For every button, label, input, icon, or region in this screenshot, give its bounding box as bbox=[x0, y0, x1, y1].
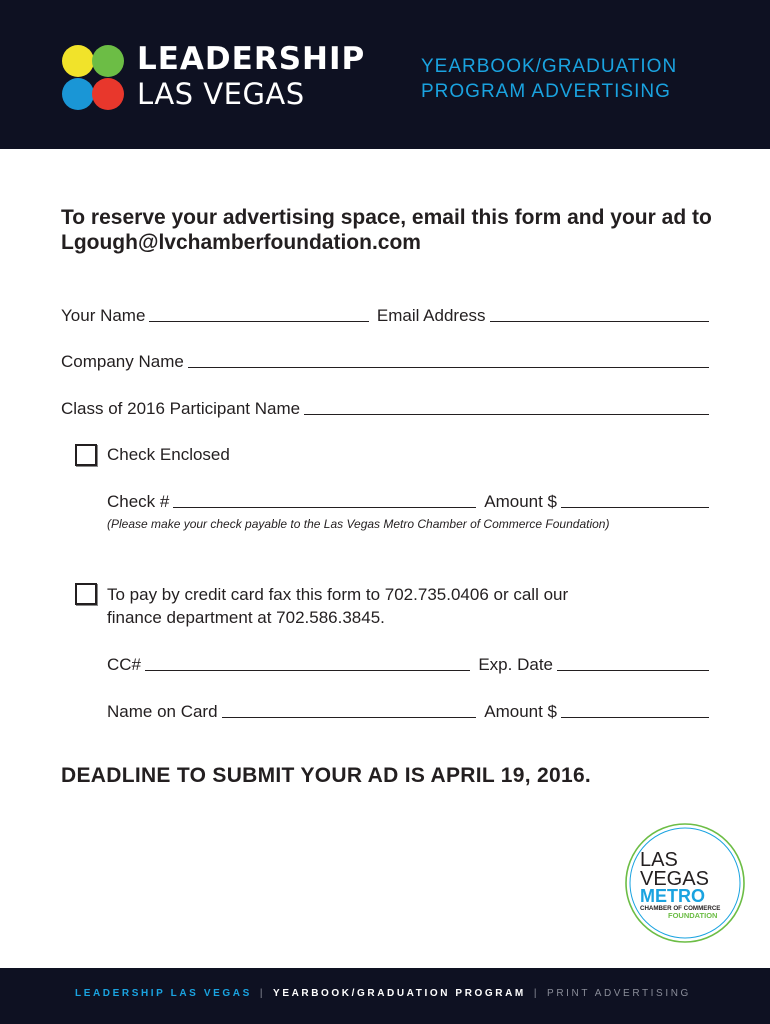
your-name-label: Your Name bbox=[61, 306, 146, 325]
participant-row bbox=[61, 395, 709, 419]
header-title bbox=[421, 54, 751, 104]
header-banner bbox=[0, 0, 770, 149]
cc-number-label: CC# bbox=[107, 655, 142, 674]
name-on-card-field[interactable] bbox=[222, 717, 477, 718]
footer-separator-1: | bbox=[259, 988, 266, 999]
blue-dot-icon bbox=[62, 78, 94, 110]
amount-label-2: Amount $ bbox=[484, 702, 557, 721]
name-on-card-row bbox=[107, 698, 709, 722]
company-name-field[interactable] bbox=[188, 367, 709, 368]
amount-label-1: Amount $ bbox=[484, 492, 557, 511]
seal-text-metro: METRO bbox=[640, 886, 705, 906]
amount-field-1[interactable] bbox=[561, 507, 709, 508]
credit-card-instructions bbox=[107, 583, 568, 629]
yellow-dot-icon bbox=[62, 45, 94, 77]
check-number-field[interactable] bbox=[173, 507, 476, 508]
your-name-field[interactable] bbox=[149, 321, 368, 322]
name-email-row bbox=[61, 302, 709, 326]
chamber-foundation-seal bbox=[624, 822, 746, 944]
header-title-line1: YEARBOOK/GRADUATION bbox=[421, 56, 678, 77]
amount-field-2[interactable] bbox=[561, 717, 709, 718]
name-on-card-label: Name on Card bbox=[107, 702, 218, 721]
brand-name-line2: LAS VEGAS bbox=[137, 77, 305, 111]
green-dot-icon bbox=[92, 45, 124, 77]
credit-card-checkbox[interactable] bbox=[75, 583, 97, 605]
footer-leadership: LEADERSHIP LAS VEGAS bbox=[75, 988, 252, 999]
participant-name-label: Class of 2016 Participant Name bbox=[61, 399, 301, 418]
seal-text-foundation: FOUNDATION bbox=[668, 911, 718, 920]
exp-date-label: Exp. Date bbox=[478, 655, 553, 674]
exp-date-field[interactable] bbox=[557, 670, 709, 671]
cc-row bbox=[107, 651, 709, 675]
company-row bbox=[61, 348, 709, 372]
email-address-field[interactable] bbox=[490, 321, 709, 322]
credit-card-instructions-line1: To pay by credit card fax this form to 702.735.0406 or call our bbox=[107, 585, 569, 604]
check-enclosed-checkbox[interactable] bbox=[75, 444, 97, 466]
header-title-line2: PROGRAM ADVERTISING bbox=[421, 81, 671, 102]
deadline-notice: DEADLINE TO SUBMIT YOUR AD IS APRIL 19, 2016. bbox=[61, 764, 592, 787]
seal-text-chamber: CHAMBER OF COMMERCE bbox=[640, 905, 721, 912]
company-name-label: Company Name bbox=[61, 352, 184, 371]
footer-separator-2: | bbox=[533, 988, 540, 999]
check-number-label: Check # bbox=[107, 492, 170, 511]
cc-number-field[interactable] bbox=[145, 670, 470, 671]
intro-instructions: To reserve your advertising space, email this form and your ad to Lgough@lvchamberfoundation.com bbox=[61, 206, 712, 254]
footer-text bbox=[75, 988, 691, 999]
footer-banner bbox=[0, 968, 770, 1024]
check-payable-note: (Please make your check payable to the Las Vegas Metro Chamber of Commerce Foundation) bbox=[107, 517, 610, 531]
footer-program: YEARBOOK/GRADUATION PROGRAM bbox=[273, 988, 526, 999]
footer-print-advertising: PRINT ADVERTISING bbox=[547, 988, 691, 999]
seal-text-las: LAS bbox=[640, 849, 678, 871]
seal-text-vegas: VEGAS bbox=[640, 868, 709, 890]
check-enclosed-label: Check Enclosed bbox=[107, 445, 230, 464]
red-dot-icon bbox=[92, 78, 124, 110]
credit-card-instructions-line2: finance department at 702.586.3845. bbox=[107, 608, 385, 627]
check-number-row bbox=[107, 488, 709, 512]
participant-name-field[interactable] bbox=[304, 414, 709, 415]
email-address-label: Email Address bbox=[376, 306, 486, 325]
brand-name-line1: LEADERSHIP bbox=[137, 41, 366, 77]
